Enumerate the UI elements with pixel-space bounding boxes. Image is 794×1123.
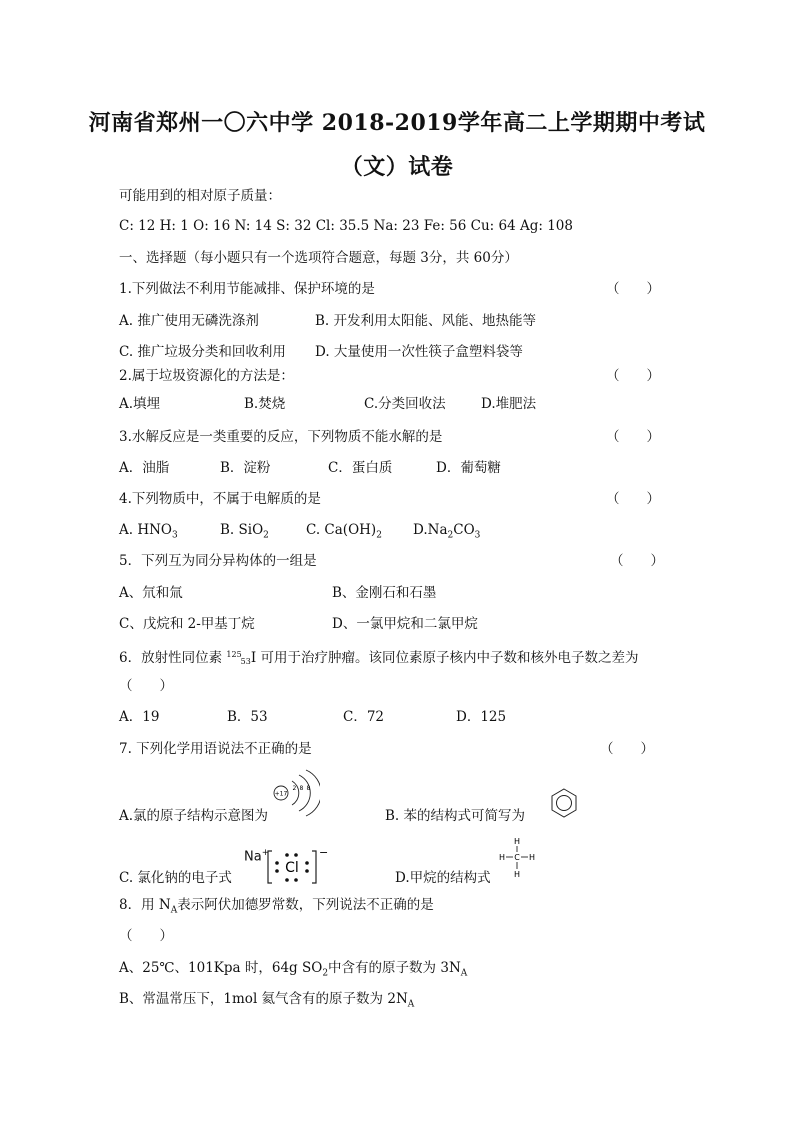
question-6-stem: 6．放射性同位素 $^{125}$53I 可用于治疗肿瘤。该同位素原子核内中子数和核外电子数之差为 (119, 650, 639, 666)
charge-sign: − (319, 848, 329, 859)
sodium-chloride-electron-formula (244, 848, 332, 888)
question-4-option-b: B. SiO$_2$ (220, 522, 269, 541)
page-title: 河南省郑州一〇六中学 2018-2019学年高二上学期期中考试 (88, 110, 706, 136)
methane-h-left: H (498, 853, 506, 862)
question-7-option-c: C. 氯化钠的电子式 (119, 870, 232, 886)
question-2-answer-paren: （ ） (606, 368, 660, 384)
question-6-option-c: C．72 (343, 709, 385, 725)
question-7-answer-paren: （ ） (600, 741, 654, 757)
sodium-ion-label: Na+ (244, 848, 270, 865)
question-2-stem: 2.属于垃圾资源化的方法是： (119, 368, 294, 384)
methane-structural-formula (498, 836, 538, 880)
question-5-answer-paren: （ ） (610, 553, 664, 569)
question-5-stem: 5．下列互为同分异构体的一组是 (119, 553, 317, 569)
page-subtitle: （文）试卷 (340, 154, 454, 180)
question-7-option-b: B. 苯的结构式可简写为 (385, 808, 526, 824)
question-4-stem: 4.下列物质中，不属于电解质的是 (119, 491, 321, 507)
methane-carbon: C (514, 853, 520, 862)
question-1-option-a: A. 推广使用无磷洗涤剂 (119, 313, 259, 329)
question-3-option-c: C．蛋白质 (328, 460, 393, 476)
methane-h-bottom: H (513, 870, 521, 879)
question-6-answer-paren: （ ） (119, 678, 173, 694)
question-8-option-a: A、25℃、101Kpa 时，64g $SO_2$中含有的原子数为 $3N_A$ (119, 960, 468, 979)
question-2-option-b: B.焚烧 (244, 396, 286, 412)
question-1-option-b: B. 开发利用太阳能、风能、地热能等 (315, 313, 537, 329)
question-7-option-a: A.氯的原子结构示意图为 (119, 808, 269, 824)
question-1-answer-paren: （ ） (606, 281, 660, 297)
question-6-option-b: B．53 (227, 709, 268, 725)
nucleus-label: +17 (274, 790, 288, 798)
question-7-option-d: D.甲烷的结构式 (395, 870, 491, 886)
methane-h-top: H (513, 837, 521, 846)
question-6-option-a: A．19 (119, 709, 160, 725)
question-3-option-d: D．葡萄糖 (436, 460, 501, 476)
question-3-option-b: B．淀粉 (220, 460, 271, 476)
question-4-option-c: C. $Ca(OH)_2$ (306, 522, 382, 541)
atomic-mass-heading: 可能用到的相对原子质量： (119, 188, 281, 204)
question-1-option-c: C. 推广垃圾分类和回收利用 (119, 344, 286, 360)
shell-2-electrons: 8 (299, 785, 304, 792)
question-5-option-d: D、一氯甲烷和二氯甲烷 (332, 616, 478, 632)
chlorine-atom-diagram (272, 768, 320, 818)
question-8-answer-paren: （ ） (119, 928, 173, 944)
question-7-stem: 7. 下列化学用语说法不正确的是 (119, 741, 312, 757)
question-1-option-d: D. 大量使用一次性筷子盒塑料袋等 (315, 344, 523, 360)
question-2-option-c: C.分类回收法 (364, 396, 446, 412)
question-2-option-a: A.填埋 (119, 396, 161, 412)
question-2-option-d: D.堆肥法 (481, 396, 537, 412)
methane-h-right: H (528, 853, 536, 862)
benzene-ring-diagram (547, 786, 581, 820)
question-8-stem: 8．用 $N_A$表示阿伏加德罗常数，下列说法不正确的是 (119, 897, 434, 916)
question-3-answer-paren: （ ） (606, 429, 660, 445)
section-heading: 一、选择题（每小题只有一个选项符合题意，每题 3分，共 60分） (119, 250, 518, 266)
question-3-stem: 3.水解反应是一类重要的反应，下列物质不能水解的是 (119, 429, 443, 445)
atomic-mass-values: C: 12 H: 1 O: 16 N: 14 S: 32 Cl: 35.5 Na: 23 Fe: 56 Cu: 64 Ag: 108 (119, 218, 573, 234)
question-8-option-b: B、常温常压下，1mol 氦气含有的原子数为 $2N_A$ (119, 991, 415, 1010)
chlorine-symbol: Cl (285, 860, 299, 876)
question-5-option-b: B、金刚石和石墨 (332, 585, 437, 601)
shell-1-electrons: 2 (292, 785, 297, 792)
question-4-answer-paren: （ ） (606, 491, 660, 507)
question-5-option-c: C、戊烷和 2-甲基丁烷 (119, 616, 255, 632)
question-4-option-d: $D.Na_2CO_3$ (413, 522, 481, 541)
shell-3-electrons: 8 (306, 785, 311, 792)
question-1-stem: 1.下列做法不利用节能减排、保护环境的是 (119, 281, 375, 297)
chloride-ion-dot-diagram (266, 848, 330, 886)
question-3-option-a: A．油脂 (119, 460, 170, 476)
question-6-option-d: D．125 (456, 709, 507, 725)
question-5-option-a: A、氘和氚 (119, 585, 183, 601)
question-4-option-a: A. $HNO_3$ (119, 522, 178, 541)
